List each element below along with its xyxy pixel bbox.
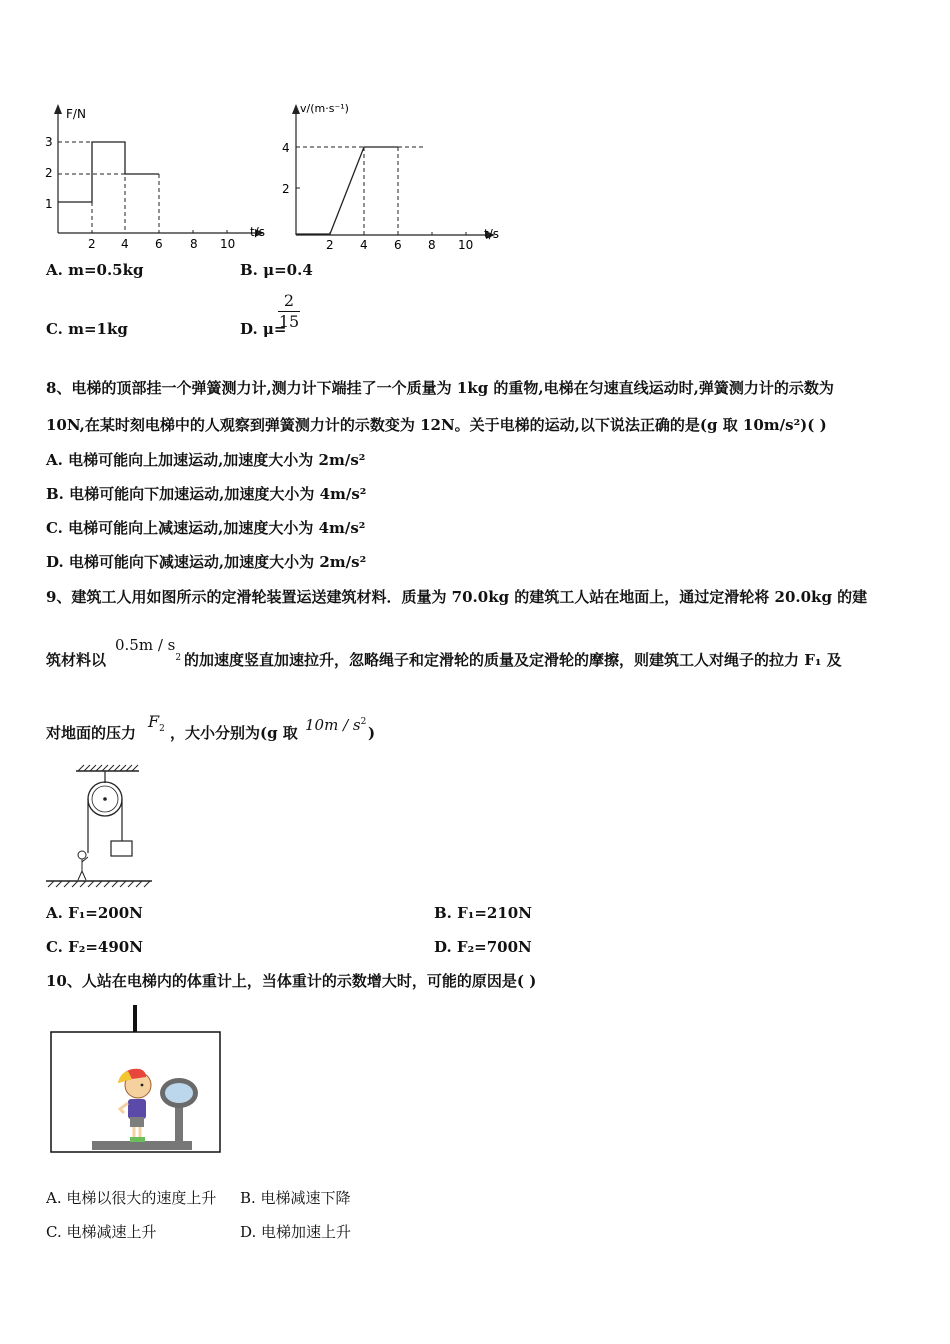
t-axis-label: t/s [484, 227, 499, 241]
fraction-denominator: 15 [278, 312, 300, 331]
q7-fraction [278, 292, 300, 331]
x-tick-10: 10 [220, 237, 236, 251]
q9-stem-line2a: 筑材料以 [46, 651, 107, 669]
y-tick-2: 2 [45, 166, 53, 180]
q7-option-c[interactable]: C. m=1kg [46, 320, 128, 338]
f-axis-label: F/N [66, 107, 86, 121]
acceleration-value [115, 636, 181, 663]
fraction-numerator: 2 [283, 291, 295, 310]
q8-stem-line1: 8、电梯的顶部挂一个弹簧测力计,测力计下端挂了一个质量为 1kg 的重物,电梯在匀速直线运动时,弹簧测力计的示数为 [46, 379, 834, 397]
x-tick-6: 6 [155, 237, 163, 251]
q10-stem: 10、人站在电梯内的体重计上，当体重计的示数增大时，可能的原因是( ) [46, 972, 537, 990]
q7-option-a[interactable]: A. m=0.5kg [46, 261, 144, 279]
elevator-scale-illustration [48, 1005, 224, 1157]
q10-option-a[interactable]: A. 电梯以很大的速度上升 [46, 1189, 217, 1207]
q9-option-d[interactable]: D. F₂=700N [434, 938, 532, 956]
q8-option-d[interactable]: D. 电梯可能向下减速运动,加速度大小为 2m/s² [46, 553, 367, 571]
q7-option-b[interactable]: B. μ=0.4 [240, 261, 313, 279]
f2-text: F [148, 712, 160, 731]
x-tick-6: 6 [394, 238, 402, 252]
x-tick-2: 2 [88, 237, 96, 251]
g-value [305, 716, 366, 734]
q9-stem-line3a: 对地面的压力 [46, 724, 137, 742]
q8-stem-line2: 10N,在某时刻电梯中的人观察到弹簧测力计的示数变为 12N。关于电梯的运动,以下说法正确的是(g 取 10m/s²)( ) [46, 416, 827, 434]
pulley-diagram [44, 763, 159, 888]
q10-option-c[interactable]: C. 电梯减速上升 [46, 1223, 157, 1241]
acceleration-exponent: 2 [175, 653, 182, 663]
x-tick-4: 4 [360, 238, 368, 252]
y-tick-1: 1 [45, 197, 53, 211]
q8-option-a[interactable]: A. 电梯可能向上加速运动,加速度大小为 2m/s² [46, 451, 366, 469]
f2-symbol [148, 712, 165, 734]
q9-stem-line3b: ，大小分别为(g 取 [170, 724, 298, 742]
q9-option-b[interactable]: B. F₁=210N [434, 904, 532, 922]
q7-option-d[interactable]: D. μ= [240, 320, 287, 338]
x-tick-10: 10 [458, 238, 474, 252]
x-tick-4: 4 [121, 237, 129, 251]
g-text: 10m / s [305, 716, 361, 734]
y-tick-3: 3 [45, 135, 53, 149]
q8-option-c[interactable]: C. 电梯可能向上减速运动,加速度大小为 4m/s² [46, 519, 366, 537]
q8-option-b[interactable]: B. 电梯可能向下加速运动,加速度大小为 4m/s² [46, 485, 367, 503]
q9-stem-line2b: 的加速度竖直加速拉升，忽略绳子和定滑轮的质量及定滑轮的摩擦，则建筑工人对绳子的拉力 F₁ 及 [184, 651, 842, 669]
x-tick-2: 2 [326, 238, 334, 252]
q9-option-a[interactable]: A. F₁=200N [46, 904, 143, 922]
v-axis-label: v/(m·s⁻¹) [300, 102, 349, 115]
y-tick-2: 2 [282, 182, 290, 196]
velocity-time-graph [278, 98, 508, 255]
q9-option-c[interactable]: C. F₂=490N [46, 938, 143, 956]
x-tick-8: 8 [428, 238, 436, 252]
y-tick-4: 4 [282, 141, 290, 155]
q9-stem-line3c: ) [368, 724, 376, 742]
t-axis-label: t/s [250, 225, 265, 239]
f2-subscript: 2 [159, 724, 165, 734]
acceleration-text: 0.5m / s [115, 636, 176, 654]
q10-option-d[interactable]: D. 电梯加速上升 [240, 1223, 352, 1241]
g-exponent: 2 [360, 717, 367, 727]
force-time-graph [40, 100, 270, 255]
q10-option-b[interactable]: B. 电梯减速下降 [240, 1189, 351, 1207]
q9-stem-line1: 9、建筑工人用如图所示的定滑轮装置运送建筑材料．质量为 70.0kg 的建筑工人站在地面上，通过定滑轮将 20.0kg 的建 [46, 588, 868, 606]
x-tick-8: 8 [190, 237, 198, 251]
